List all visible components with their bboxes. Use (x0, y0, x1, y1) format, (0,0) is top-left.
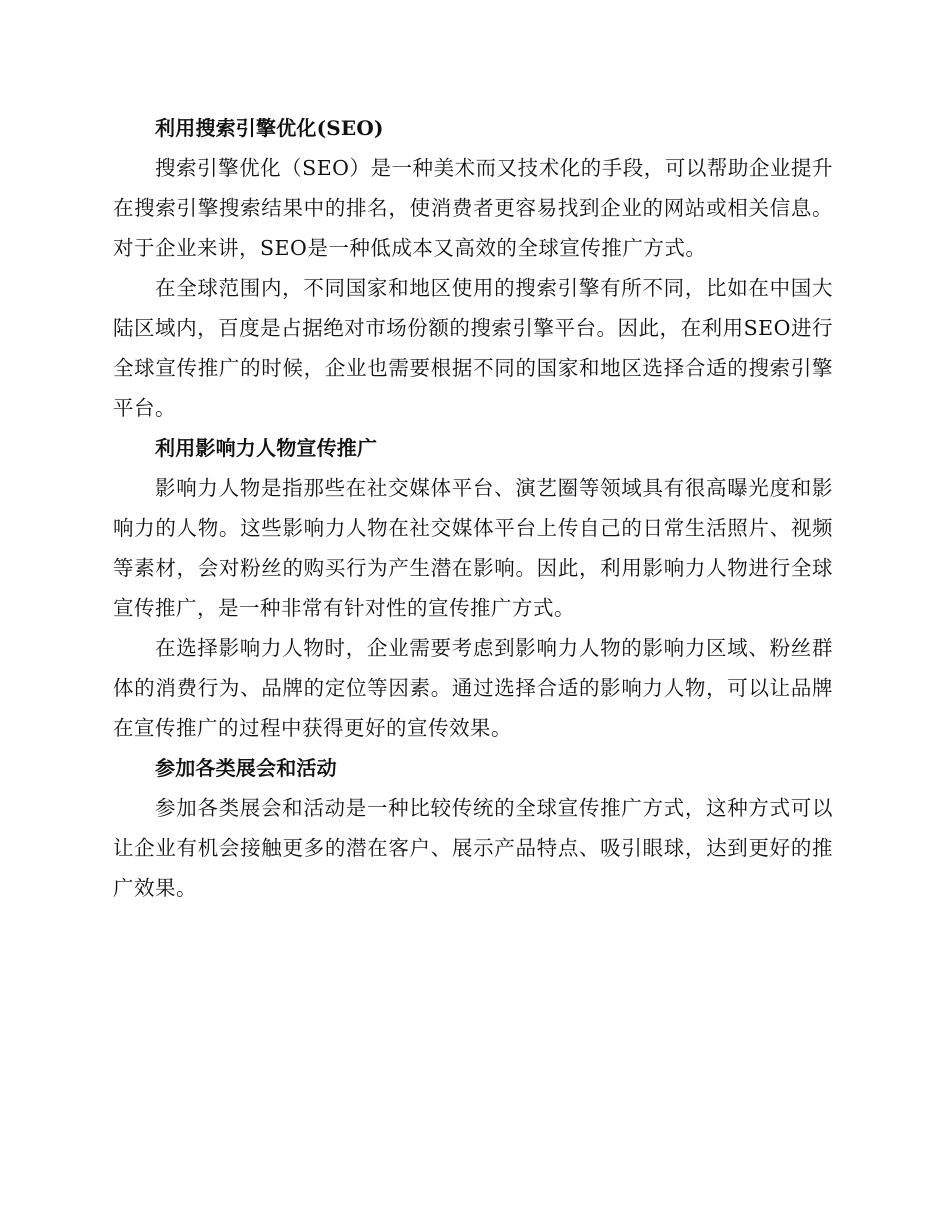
paragraph: 在选择影响力人物时，企业需要考虑到影响力人物的影响力区域、粉丝群体的消费行为、品牌的定位等因素。通过选择合适的影响力人物，可以让品牌在宣传推广的过程中获得更好的宣传效果。 (113, 636, 833, 740)
section-heading: 参加各类展会和活动 (155, 756, 337, 780)
paragraph: 搜索引擎优化（SEO）是一种美术而又技术化的手段，可以帮助企业提升在搜索引擎搜索结果中的排名，使消费者更容易找到企业的网站或相关信息。对于企业来讲，SEO是一种低成本又高效的全球宣传推广方式。 (113, 156, 833, 260)
section-exhibitions (113, 748, 833, 908)
section-influencer (113, 428, 833, 748)
document-page (113, 108, 833, 908)
section-seo (113, 108, 833, 428)
paragraph: 在全球范围内，不同国家和地区使用的搜索引擎有所不同，比如在中国大陆区域内，百度是占据绝对市场份额的搜索引擎平台。因此，在利用SEO进行全球宣传推广的时候，企业也需要根据不同的国家和地区选择合适的搜索引擎平台。 (113, 276, 833, 420)
section-heading: 利用影响力人物宣传推广 (155, 436, 378, 460)
paragraph: 参加各类展会和活动是一种比较传统的全球宣传推广方式，这种方式可以让企业有机会接触更多的潜在客户、展示产品特点、吸引眼球，达到更好的推广效果。 (113, 796, 833, 900)
paragraph: 影响力人物是指那些在社交媒体平台、演艺圈等领域具有很高曝光度和影响力的人物。这些影响力人物在社交媒体平台上传自己的日常生活照片、视频等素材，会对粉丝的购买行为产生潜在影响。因此，利用影响力人物进行全球宣传推广，是一种非常有针对性的宣传推广方式。 (113, 476, 833, 620)
section-heading: 利用搜索引擎优化(SEO) (155, 116, 384, 140)
